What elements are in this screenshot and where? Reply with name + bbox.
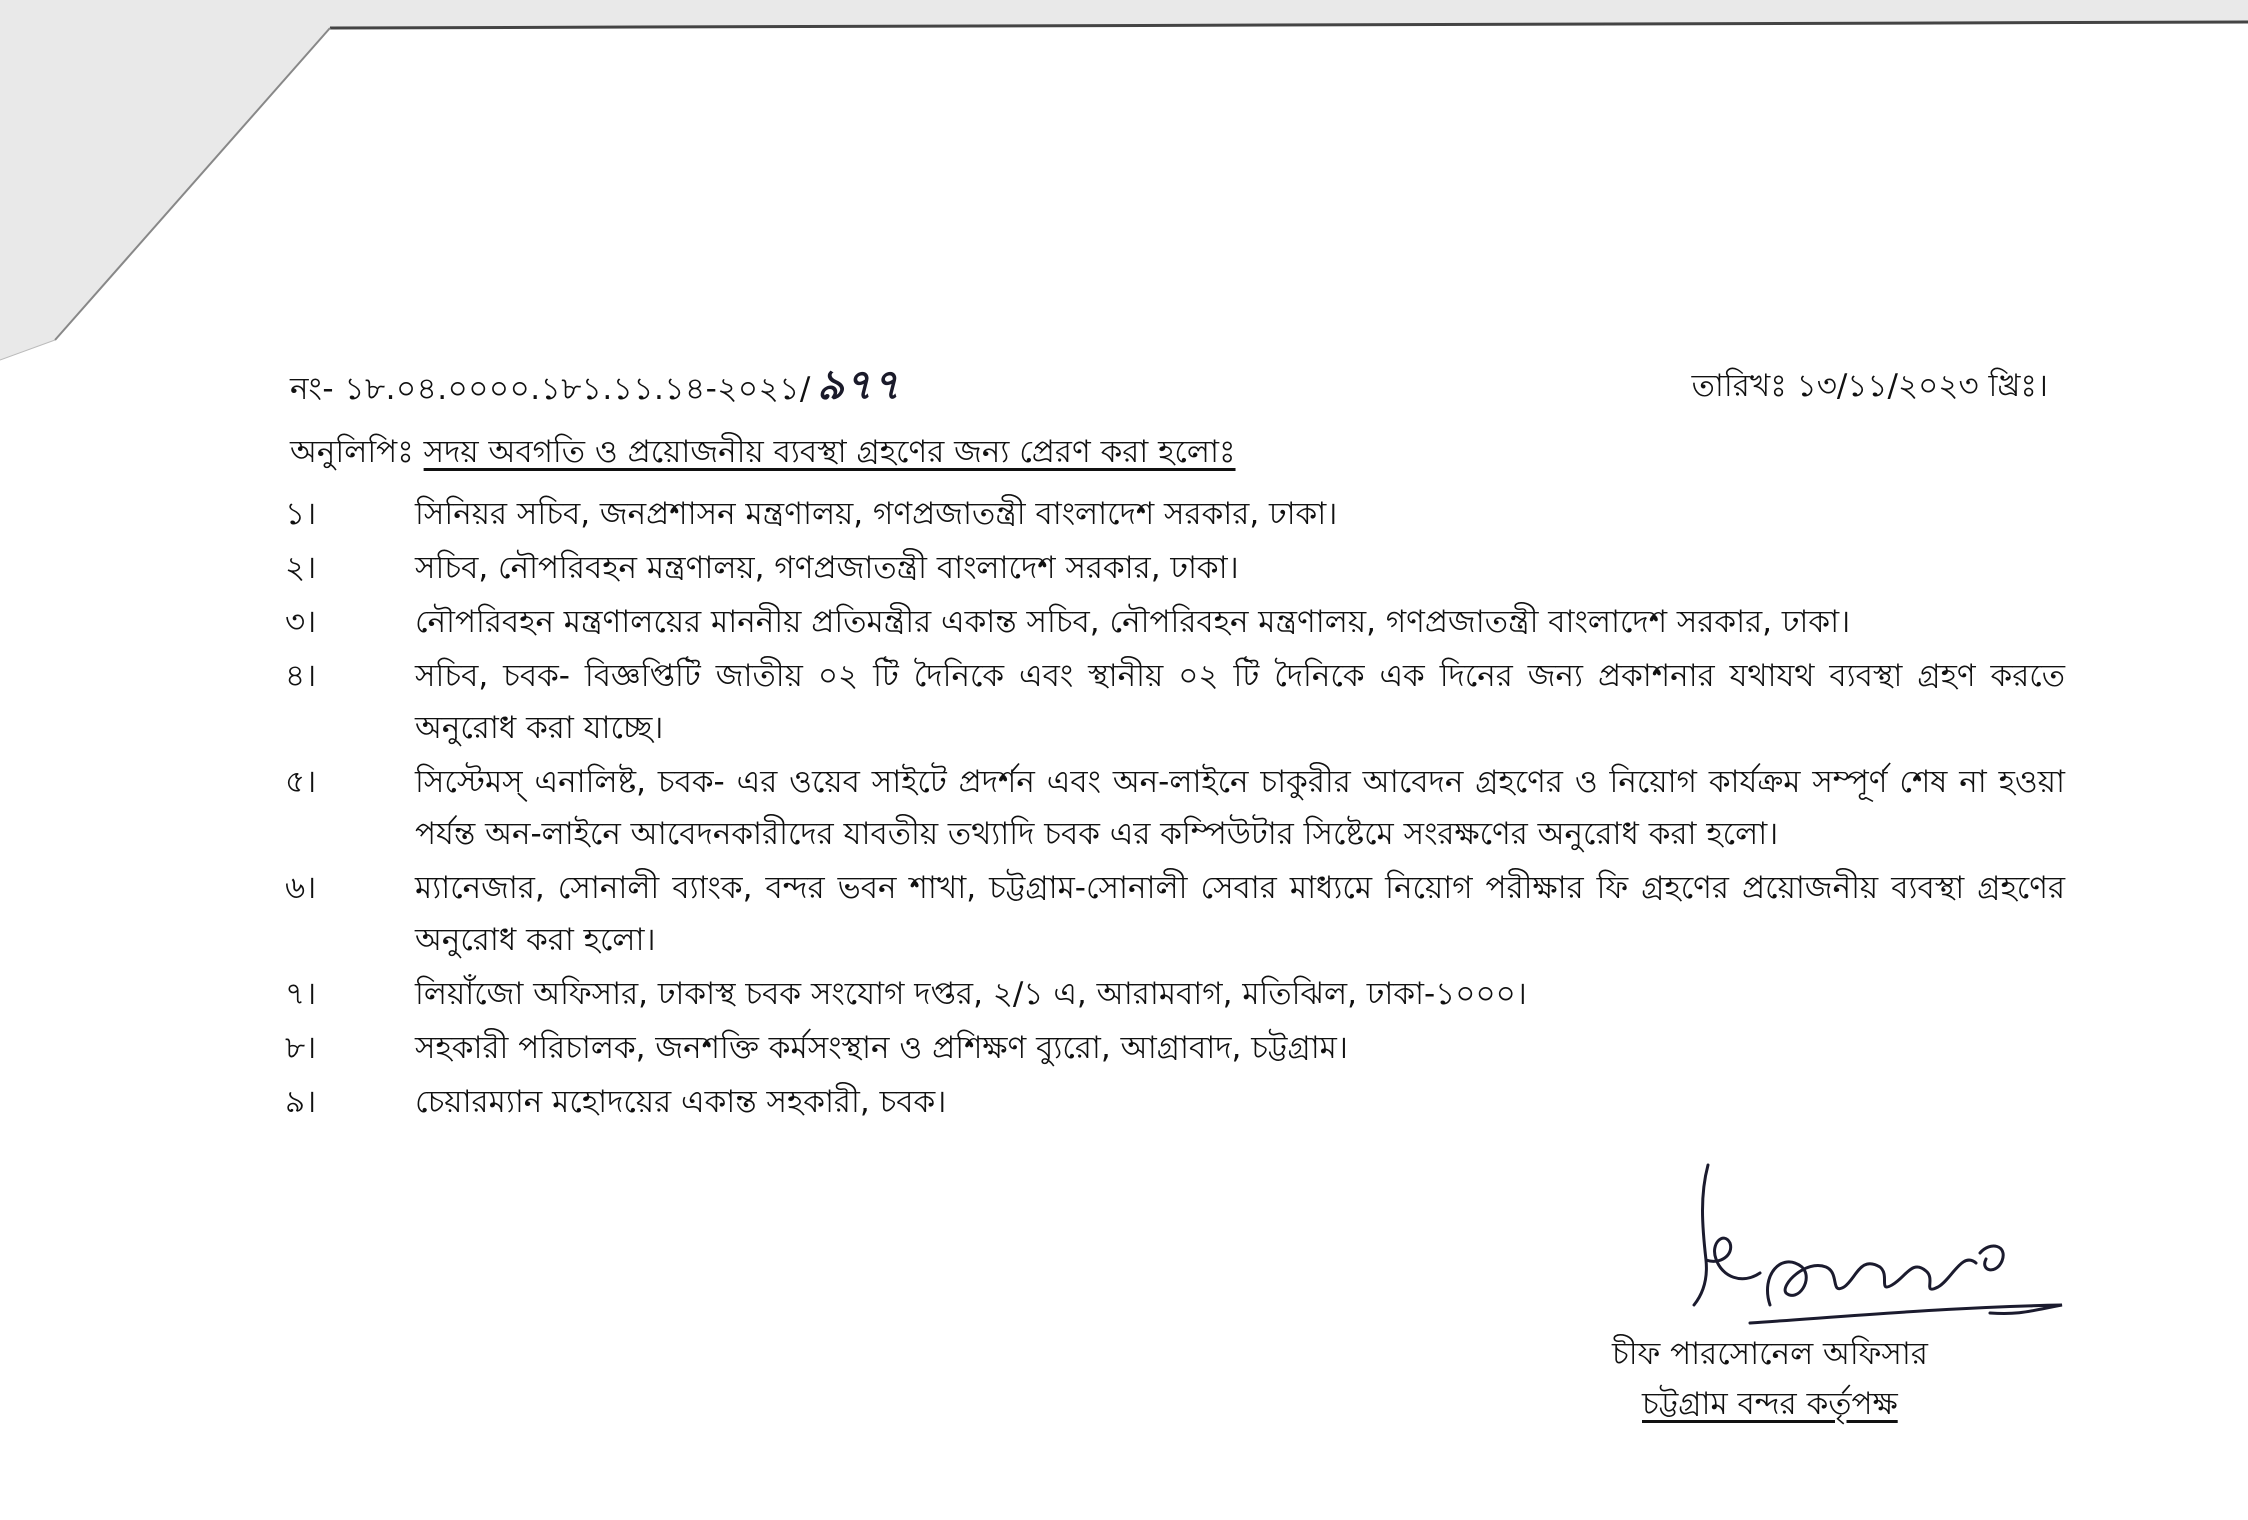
list-item: [285, 1076, 2065, 1128]
memo-number: [290, 352, 900, 423]
list-item: [285, 756, 2065, 860]
list-item: [285, 650, 2065, 754]
memo-number-text: নং- ১৮.০৪.০০০০.১৮১.১১.১৪-২০২১/: [290, 371, 811, 407]
list-item-text: সিস্টেমস্ এনালিষ্ট, চবক- এর ওয়েব সাইটে প্রদর্শন এবং অন-লাইনে চাকুরীর আবেদন গ্রহণের ও নিয়োগ কার্যক্রম সম্পূর্ণ শেষ না হওয়া পর্যন্ত অন-লাইনে আবেদনকারীদের যাবতীয় তথ্যাদি চবক এর কম্পিউটার সিষ্টেমে সংরক্ষণের অনুরোধ করা হলো।: [415, 764, 2065, 852]
list-item-text: নৌপরিবহন মন্ত্রণালয়ের মাননীয় প্রতিমন্ত্রীর একান্ত সচিব, নৌপরিবহন মন্ত্রণালয়, গণপ্রজাতন্ত্রী বাংলাদেশ সরকার, ঢাকা।: [415, 604, 1851, 640]
handwritten-signature: [1690, 1155, 2070, 1335]
list-item-text: সচিব, চবক- বিজ্ঞপ্তিটি জাতীয় ০২ টি দৈনিকে এবং স্থানীয় ০২ টি দৈনিকে এক দিনের জন্য প্রকাশনার যথাযথ ব্যবস্থা গ্রহণ করতে অনুরোধ করা যাচ্ছে।: [415, 658, 2065, 746]
list-item-text: ম্যানেজার, সোনালী ব্যাংক, বন্দর ভবন শাখা, চট্টগ্রাম-সোনালী সেবার মাধ্যমে নিয়োগ পরীক্ষার ফি গ্রহণের প্রয়োজনীয় ব্যবস্থা গ্রহণের অনুরোধ করা হলো।: [415, 870, 2065, 958]
list-item-text: চেয়ারম্যান মহোদয়ের একান্ত সহকারী, চবক।: [415, 1084, 947, 1120]
copy-purpose-text: সদয় অবগতি ও প্রয়োজনীয় ব্যবস্থা গ্রহণের জন্য প্রেরণ করা হলোঃ: [423, 434, 1236, 470]
signatory-organization: চট্টগ্রাম বন্দর কর্তৃপক্ষ: [1642, 1386, 1898, 1422]
list-item: [285, 1022, 2065, 1074]
list-item-number: ৪।: [285, 658, 317, 694]
list-item-text: লিয়াঁজো অফিসার, ঢাকাস্থ চবক সংযোগ দপ্তর, ২/১ এ, আরামবাগ, মতিঝিল, ঢাকা-১০০০।: [415, 976, 1527, 1012]
list-item-text: সচিব, নৌপরিবহন মন্ত্রণালয়, গণপ্রজাতন্ত্রী বাংলাদেশ সরকার, ঢাকা।: [415, 550, 1239, 586]
signatory-title: চীফ পারসোনেল অফিসার: [1612, 1336, 1928, 1372]
list-item-number: ৮।: [285, 1030, 317, 1066]
list-item-text: সিনিয়র সচিব, জনপ্রশাসন মন্ত্রণালয়, গণপ্রজাতন্ত্রী বাংলাদেশ সরকার, ঢাকা।: [415, 496, 1338, 532]
copy-to-line: [290, 428, 1236, 480]
list-item: [285, 596, 2065, 648]
list-item-number: ৬।: [285, 870, 317, 906]
list-item-number: ৭।: [285, 976, 317, 1012]
handwritten-memo-number: ৯৭৭: [816, 360, 901, 409]
memo-date: তারিখঃ ১৩/১১/২০২৩ খ্রিঃ।: [1691, 368, 2048, 404]
list-item-number: ৯।: [285, 1084, 317, 1120]
list-item-number: ১।: [285, 496, 317, 532]
list-item-text: সহকারী পরিচালক, জনশক্তি কর্মসংস্থান ও প্রশিক্ষণ ব্যুরো, আগ্রাবাদ, চট্টগ্রাম।: [415, 1030, 1348, 1066]
list-item-number: ৫।: [285, 764, 317, 800]
distribution-list: [285, 488, 2065, 1130]
list-item: [285, 862, 2065, 966]
copy-label: অনুলিপিঃ: [290, 434, 414, 470]
list-item-number: ৩।: [285, 604, 317, 640]
list-item-number: ২।: [285, 550, 317, 586]
list-item: [285, 488, 2065, 540]
list-item: [285, 542, 2065, 594]
list-item: [285, 968, 2065, 1020]
